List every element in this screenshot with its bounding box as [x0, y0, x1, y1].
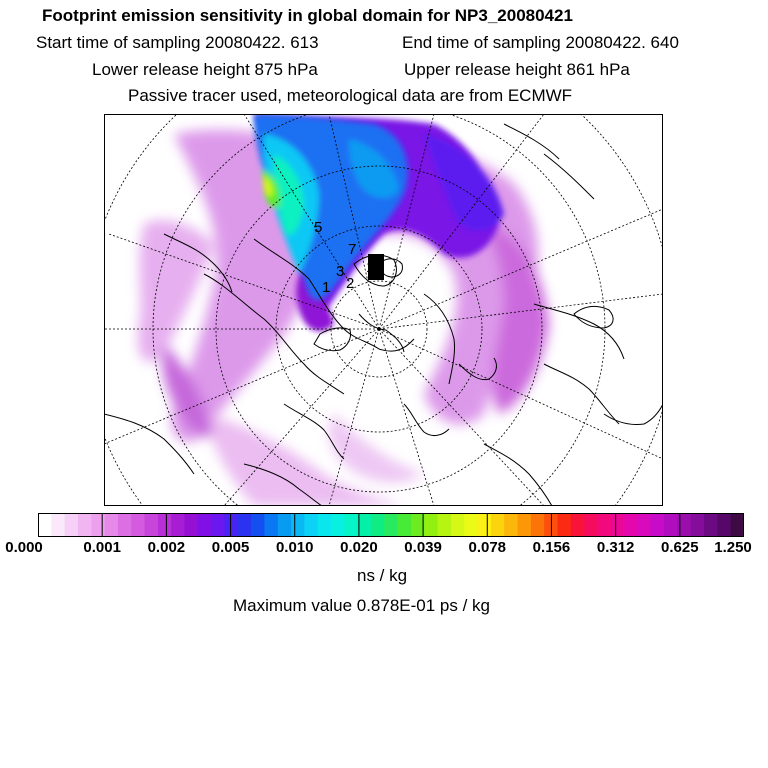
- colorbar: [38, 513, 744, 537]
- colorbar-swatch: [384, 513, 398, 537]
- colorbar-swatch: [185, 513, 199, 537]
- colorbar-swatch: [398, 513, 412, 537]
- colorbar-swatch: [318, 513, 332, 537]
- colorbar-tick-label: 0.312: [596, 539, 635, 556]
- colorbar-swatch: [238, 513, 252, 537]
- colorbar-swatch: [51, 513, 65, 537]
- colorbar-swatch: [691, 513, 705, 537]
- colorbar-swatch: [371, 513, 385, 537]
- colorbar-swatch: [424, 513, 438, 537]
- colorbar-swatch: [558, 513, 572, 537]
- colorbar-swatch: [145, 513, 159, 537]
- colorbar-unit-label: ns / kg: [357, 566, 408, 585]
- colorbar-swatch: [651, 513, 665, 537]
- colorbar-swatch: [731, 513, 744, 537]
- colorbar-swatch: [597, 513, 611, 537]
- colorbar-swatch: [438, 513, 452, 537]
- colorbar-swatch: [491, 513, 505, 537]
- contour-label: 2: [346, 275, 355, 292]
- colorbar-swatch: [78, 513, 92, 537]
- colorbar-swatch: [531, 513, 545, 537]
- contour-label: 7: [348, 241, 357, 258]
- colorbar-swatch: [131, 513, 145, 537]
- colorbar-swatch: [518, 513, 532, 537]
- colorbar-tick-label: 0.000: [5, 539, 43, 556]
- contour-label: 5: [314, 219, 323, 236]
- colorbar-swatch: [304, 513, 318, 537]
- tracer-note-label: Passive tracer used, meteorological data are from ECMWF: [128, 86, 573, 105]
- end-time-label: End time of sampling 20080422. 640: [402, 33, 679, 52]
- contour-label: 3: [336, 263, 345, 280]
- contour-label: 10: [366, 259, 383, 276]
- colorbar-swatch: [198, 513, 212, 537]
- colorbar-swatch: [331, 513, 345, 537]
- colorbar-swatch: [171, 513, 185, 537]
- colorbar-swatch: [344, 513, 358, 537]
- colorbar-swatch: [464, 513, 478, 537]
- colorbar-swatch: [611, 513, 625, 537]
- colorbar-tick-label: 0.625: [661, 539, 699, 556]
- colorbar-tick-label: 0.039: [404, 539, 442, 556]
- colorbar-swatch: [664, 513, 678, 537]
- colorbar-tick-label: 0.156: [532, 539, 571, 556]
- lower-release-height-label: Lower release height 875 hPa: [92, 60, 318, 79]
- colorbar-swatch: [504, 513, 518, 537]
- colorbar-swatch: [584, 513, 598, 537]
- upper-release-height-label: Upper release height 861 hPa: [404, 60, 630, 79]
- plot-title: Footprint emission sensitivity in global domain for NP3_20080421: [42, 6, 573, 25]
- colorbar-tick-label: 0.005: [211, 539, 250, 556]
- colorbar-swatch: [704, 513, 718, 537]
- colorbar-swatch: [118, 513, 132, 537]
- colorbar-swatch: [91, 513, 105, 537]
- colorbar-swatch: [105, 513, 119, 537]
- colorbar-swatch: [571, 513, 585, 537]
- start-time-label: Start time of sampling 20080422. 613: [36, 33, 319, 52]
- colorbar-swatch: [158, 513, 172, 537]
- colorbar-swatch: [38, 513, 52, 537]
- colorbar-swatch: [624, 513, 638, 537]
- colorbar-swatch: [224, 513, 238, 537]
- colorbar-tick-label: 0.078: [468, 539, 507, 556]
- polar-stereographic-map: [104, 114, 663, 506]
- colorbar-tick-label: 1.250: [714, 539, 752, 556]
- colorbar-swatch: [65, 513, 79, 537]
- colorbar-tick-label: 0.001: [83, 539, 121, 556]
- colorbar-swatch: [211, 513, 225, 537]
- colorbar-swatch: [278, 513, 292, 537]
- colorbar-swatch: [264, 513, 278, 537]
- maximum-value-label: Maximum value 0.878E-01 ps / kg: [233, 596, 491, 615]
- contour-label: 1: [322, 279, 331, 296]
- colorbar-swatch: [358, 513, 372, 537]
- colorbar-swatch: [451, 513, 465, 537]
- colorbar-swatch: [637, 513, 651, 537]
- colorbar-swatch: [478, 513, 492, 537]
- colorbar-tick-label: 0.020: [340, 539, 378, 556]
- colorbar-swatch: [291, 513, 305, 537]
- colorbar-tick-label: 0.010: [275, 539, 314, 556]
- colorbar-tick-label: 0.002: [147, 539, 186, 556]
- colorbar-swatch: [251, 513, 265, 537]
- colorbar-swatch: [717, 513, 731, 537]
